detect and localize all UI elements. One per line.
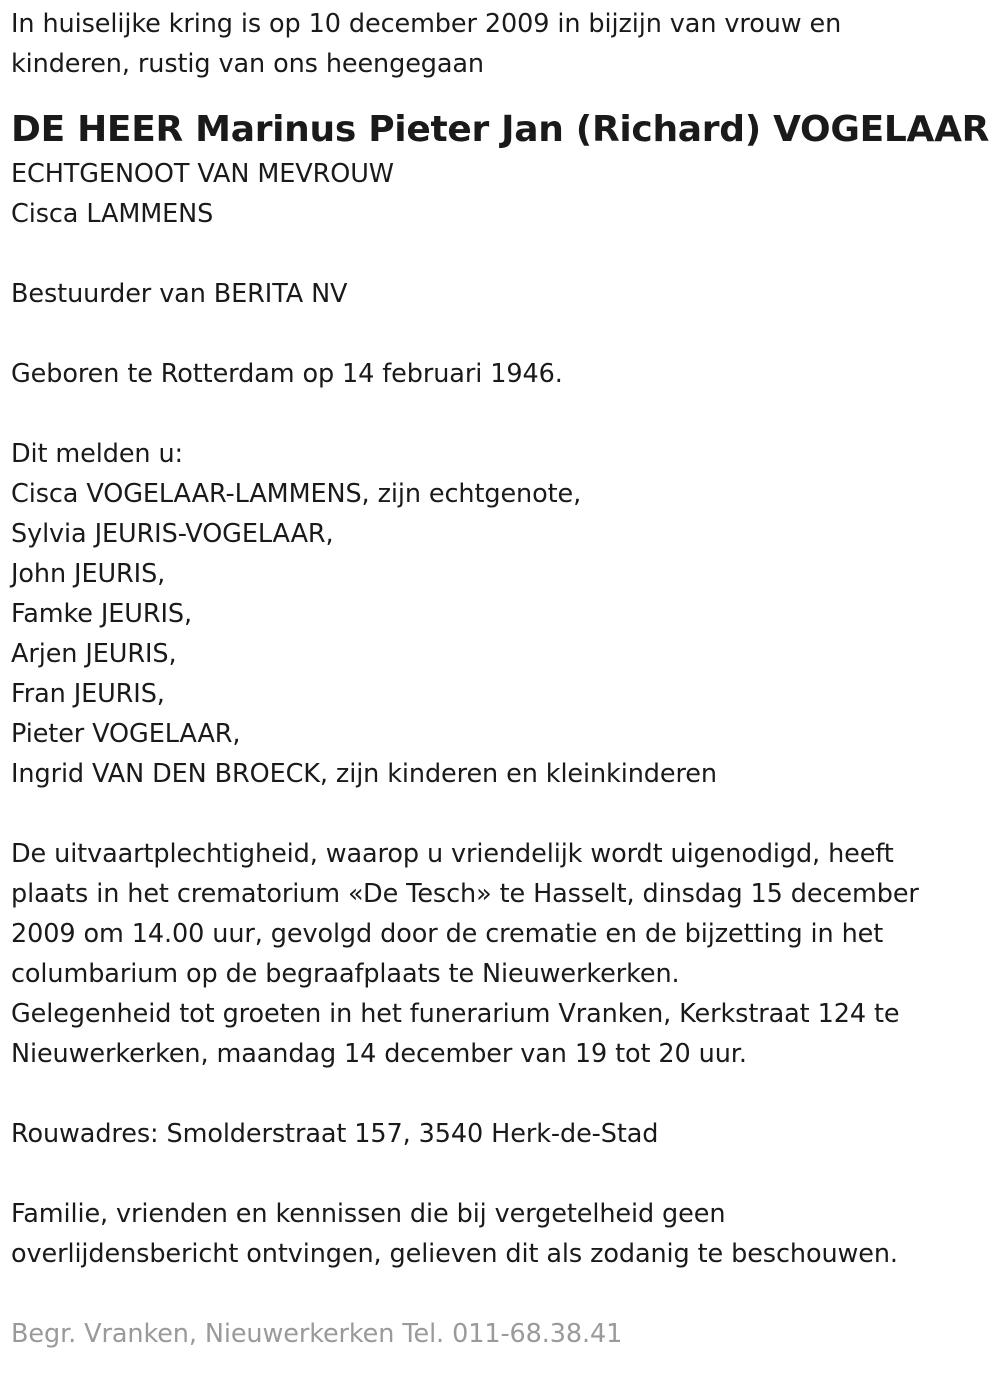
ceremony-line: columbarium op de begraafplaats te Nieuwerkerken. xyxy=(11,959,680,989)
closing-line: Familie, vrienden en kennissen die bij vergetelheid geen xyxy=(11,1199,726,1229)
spouse-label: ECHTGENOOT VAN MEVROUW xyxy=(11,159,394,189)
spacer xyxy=(11,234,990,274)
spacer xyxy=(11,394,990,434)
closing-block xyxy=(11,1194,990,1274)
ceremony-line: 2009 om 14.00 uur, gevolgd door de crematie en de bijzetting in het xyxy=(11,919,884,949)
intro-text xyxy=(11,4,990,84)
intro-line: kinderen, rustig van ons heengegaan xyxy=(11,49,484,79)
spouse-block xyxy=(11,154,990,234)
announcer-item: Sylvia JEURIS-VOGELAAR, xyxy=(11,519,334,549)
spacer xyxy=(11,1154,990,1194)
ceremony-line: Nieuwerkerken, maandag 14 december van 19 tot 20 uur. xyxy=(11,1039,747,1069)
announcer-item: Ingrid VAN DEN BROECK, zijn kinderen en kleinkinderen xyxy=(11,759,717,789)
funeral-director-footer: Begr. Vranken, Nieuwerkerken Tel. 011-68.38.41 xyxy=(11,1319,623,1349)
mourning-address: Rouwadres: Smolderstraat 157, 3540 Herk-de-Stad xyxy=(11,1119,659,1149)
announcers-intro: Dit melden u: xyxy=(11,439,184,469)
ceremony-block xyxy=(11,834,990,1074)
birth-info: Geboren te Rotterdam op 14 februari 1946. xyxy=(11,359,563,389)
spacer xyxy=(11,314,990,354)
announcer-item: Famke JEURIS, xyxy=(11,599,192,629)
spacer xyxy=(11,1074,990,1114)
spacer xyxy=(11,794,990,834)
deceased-name-title: DE HEER Marinus Pieter Jan (Richard) VOGELAAR xyxy=(11,109,990,150)
announcer-item: John JEURIS, xyxy=(11,559,166,589)
ceremony-line: Gelegenheid tot groeten in het funerarium Vranken, Kerkstraat 124 te xyxy=(11,999,900,1029)
announcers-block xyxy=(11,434,990,794)
ceremony-line: plaats in het crematorium «De Tesch» te Hasselt, dinsdag 15 december xyxy=(11,879,919,909)
announcer-item: Cisca VOGELAAR-LAMMENS, zijn echtgenote, xyxy=(11,479,582,509)
occupation: Bestuurder van BERITA NV xyxy=(11,279,348,309)
ceremony-line: De uitvaartplechtigheid, waarop u vriendelijk wordt uigenodigd, heeft xyxy=(11,839,894,869)
announcer-item: Fran JEURIS, xyxy=(11,679,165,709)
intro-line: In huiselijke kring is op 10 december 2009 in bijzijn van vrouw en xyxy=(11,9,842,39)
announcer-item: Arjen JEURIS, xyxy=(11,639,177,669)
closing-line: overlijdensbericht ontvingen, gelieven dit als zodanig te beschouwen. xyxy=(11,1239,898,1269)
spouse-name: Cisca LAMMENS xyxy=(11,199,214,229)
spacer xyxy=(11,1274,990,1314)
announcer-item: Pieter VOGELAAR, xyxy=(11,719,241,749)
